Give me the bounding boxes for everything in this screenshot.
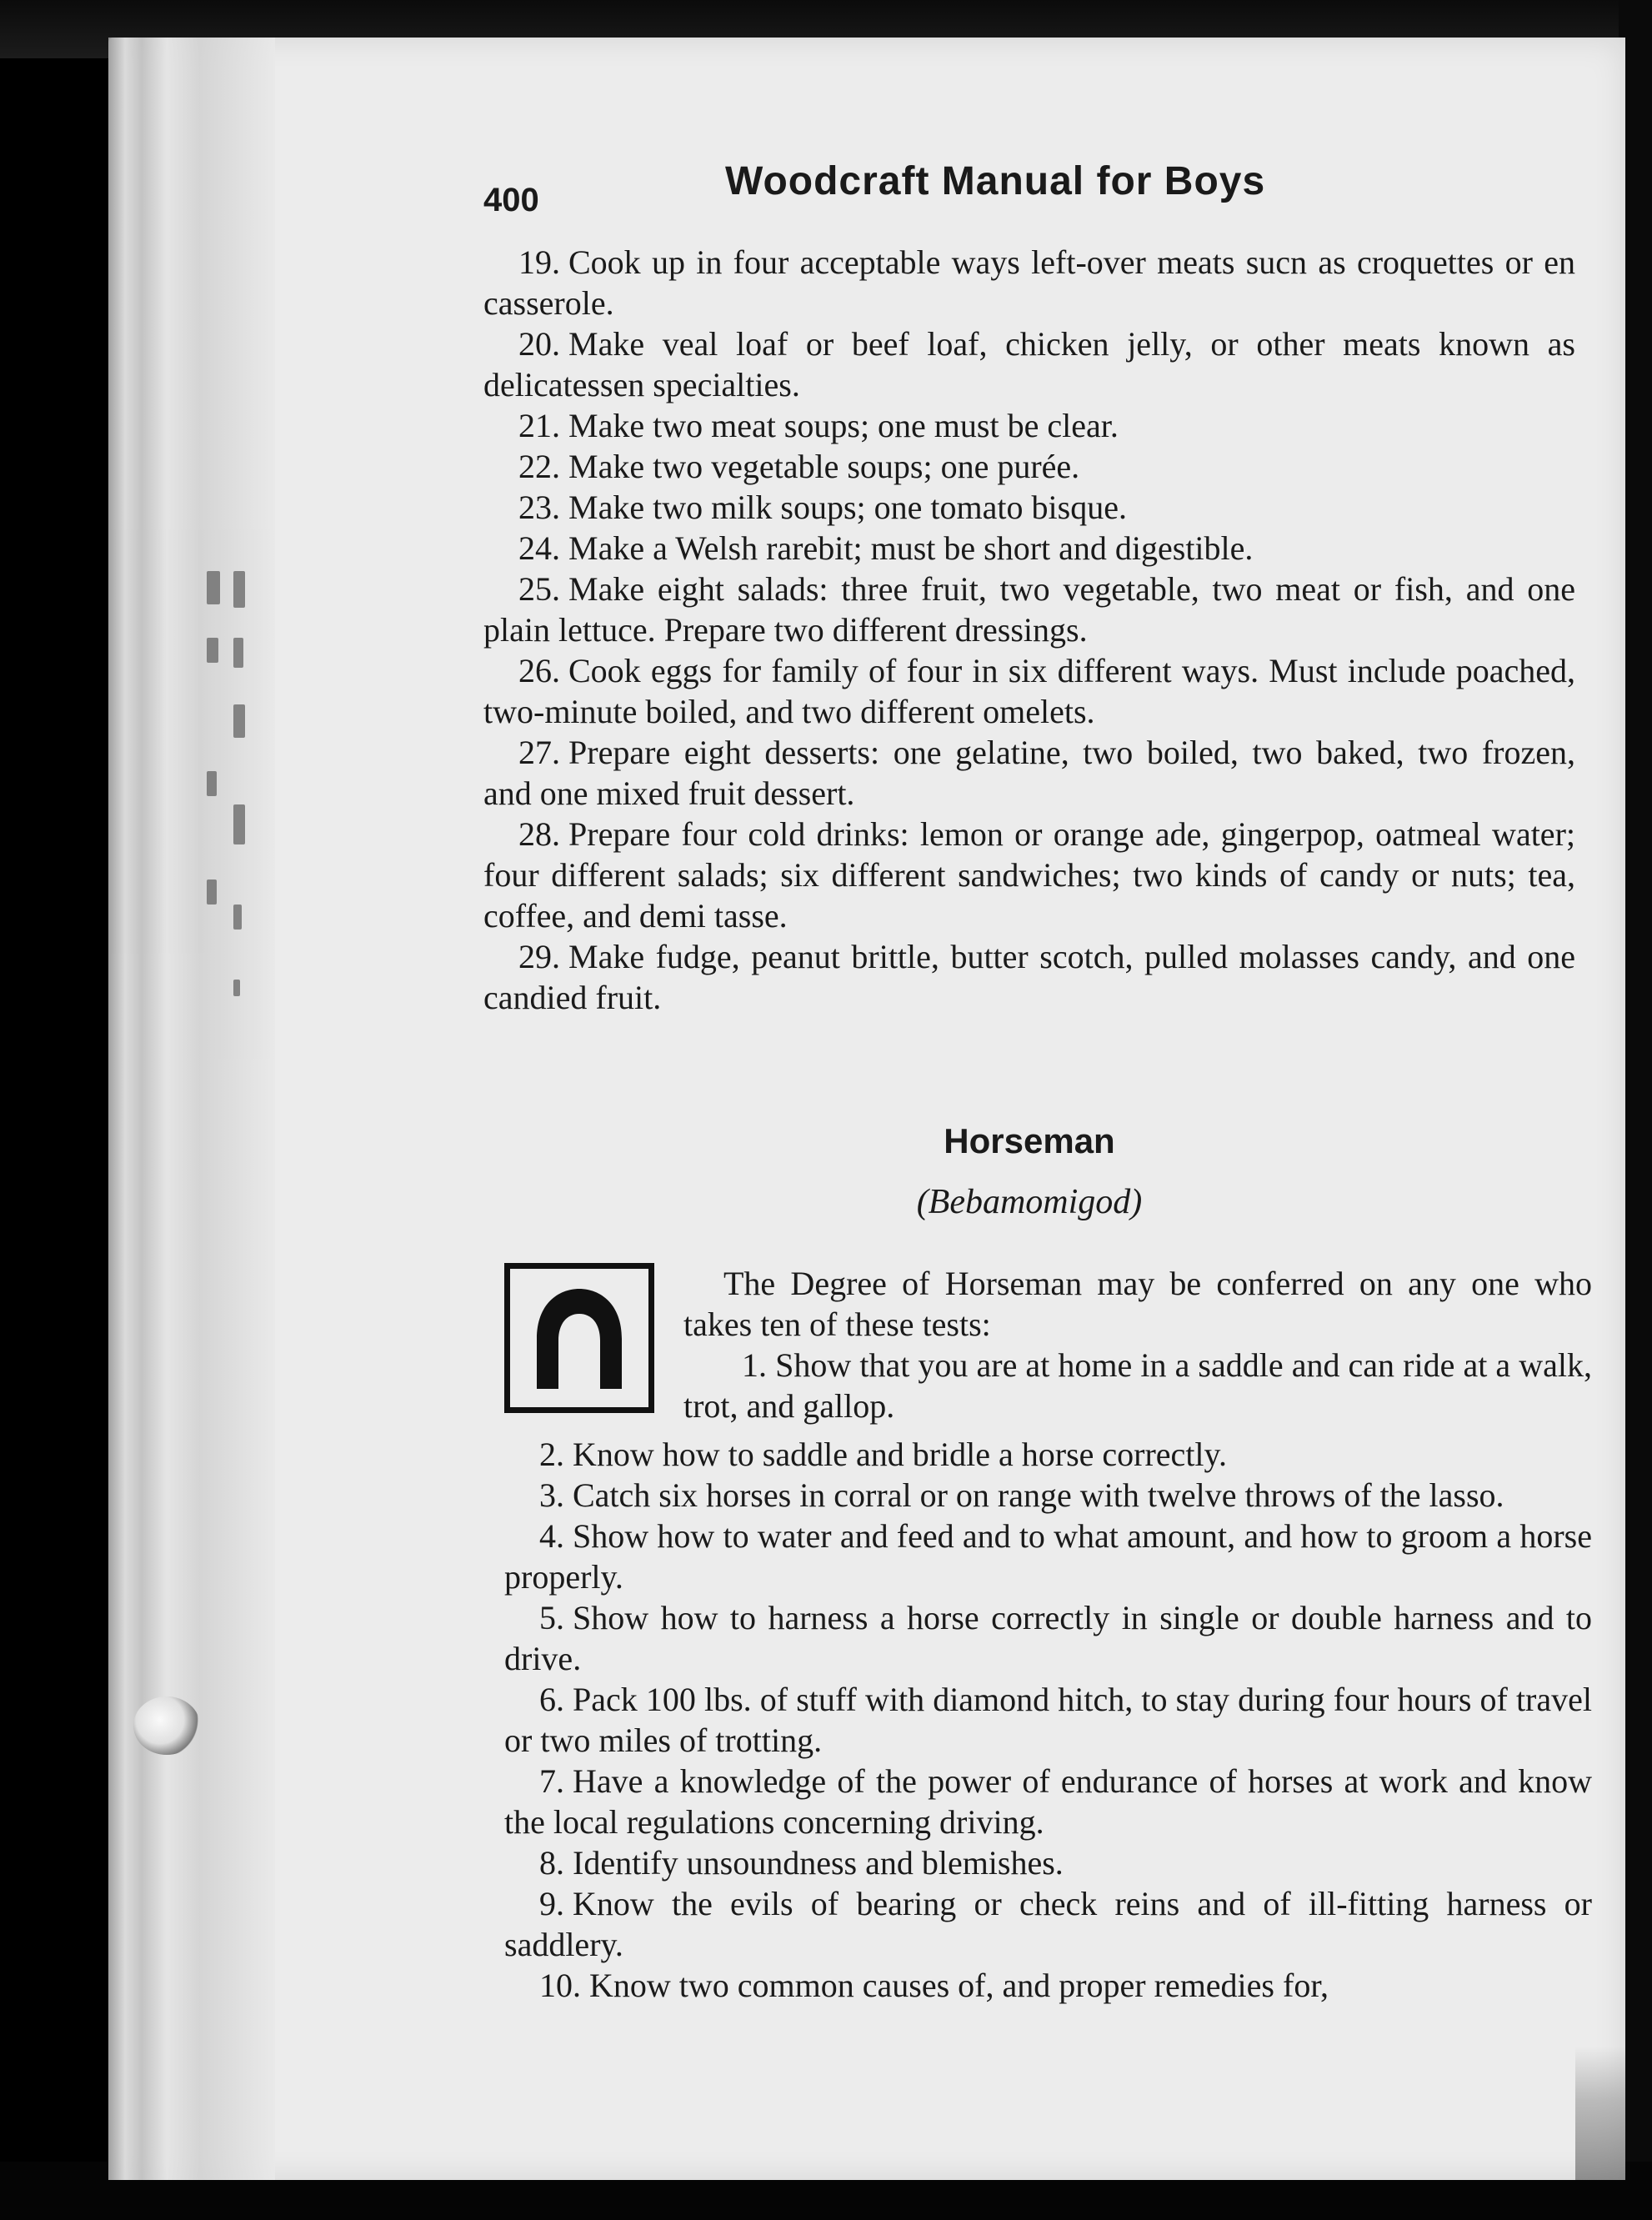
cooking-tests-list <box>483 242 1575 1018</box>
list-item: 25. Make eight salads: three fruit, two vegetable, two meat or fish, and one plain lettuce. Prepare two different dressings. <box>483 570 1575 649</box>
list-item: 26. Cook eggs for family of four in six different ways. Must include poached, two-minute boiled, and two different omelets. <box>483 652 1575 730</box>
list-item: 27. Prepare eight desserts: one gelatine, two boiled, two baked, two frozen, and one mixed fruit dessert. <box>483 734 1575 812</box>
list-item: 3. Catch six horses in corral or on range with twelve throws of the lasso. <box>539 1476 1504 1514</box>
section-intro <box>504 1263 1592 1434</box>
list-item: 9. Know the evils of bearing or check reins and of ill-fitting harness or saddlery. <box>504 1885 1592 1963</box>
list-item: 4. Show how to water and feed and to what amount, and how to groom a horse properly. <box>504 1517 1592 1596</box>
list-item: 21. Make two meat soups; one must be clear. <box>518 407 1119 444</box>
page-blot <box>133 1696 200 1755</box>
list-item: 24. Make a Welsh rarebit; must be short and digestible. <box>518 529 1254 567</box>
section-subtitle: (Bebamomigod) <box>916 1183 1143 1221</box>
list-item: 10. Know two common causes of, and proper remedies for, <box>539 1967 1329 2004</box>
page-header <box>483 158 1342 225</box>
horseman-tests-list <box>504 1434 1592 2006</box>
page-edge-fragment <box>1575 2047 1625 2180</box>
list-item: 23. Make two milk soups; one tomato bisque. <box>518 489 1127 526</box>
list-item: 29. Make fudge, peanut brittle, butter scotch, pulled molasses candy, and one candied fruit. <box>483 938 1575 1016</box>
horseshoe-icon <box>504 1263 654 1413</box>
page-number: 400 <box>483 182 539 218</box>
list-item: 28. Prepare four cold drinks: lemon or orange ade, gingerpop, oatmeal water; four different salads; six different sandwiches; two kinds of candy or nuts; tea, coffee, and demi tasse. <box>483 815 1575 935</box>
running-title: Woodcraft Manual for Boys <box>725 159 1266 203</box>
list-item: 2. Know how to saddle and bridle a horse correctly. <box>539 1436 1227 1473</box>
list-item: 19. Cook up in four acceptable ways left-over meats sucn as croquettes or en casserole. <box>483 243 1575 322</box>
intro-paragraph: The Degree of Horseman may be conferred on any one who takes ten of these tests: <box>683 1265 1592 1343</box>
list-item: 7. Have a knowledge of the power of endurance of horses at work and know the local regulations concerning driving. <box>504 1762 1592 1841</box>
list-item: 6. Pack 100 lbs. of stuff with diamond hitch, to stay during four hours of travel or two miles of trotting. <box>504 1681 1592 1759</box>
list-item: 8. Identify unsoundness and blemishes. <box>539 1844 1064 1882</box>
list-item: 22. Make two vegetable soups; one purée. <box>518 448 1080 485</box>
intro-text <box>683 1263 1592 1426</box>
section-title: Horseman <box>944 1121 1115 1160</box>
list-item: 1. Show that you are at home in a saddle and can ride at a walk, trot, and gallop. <box>683 1346 1593 1425</box>
list-item: 20. Make veal loaf or beef loaf, chicken jelly, or other meats known as delicatessen specialties. <box>483 325 1575 403</box>
list-item: 5. Show how to harness a horse correctly in single or double harness and to drive. <box>504 1599 1592 1677</box>
page-binding-edge <box>108 38 275 2180</box>
